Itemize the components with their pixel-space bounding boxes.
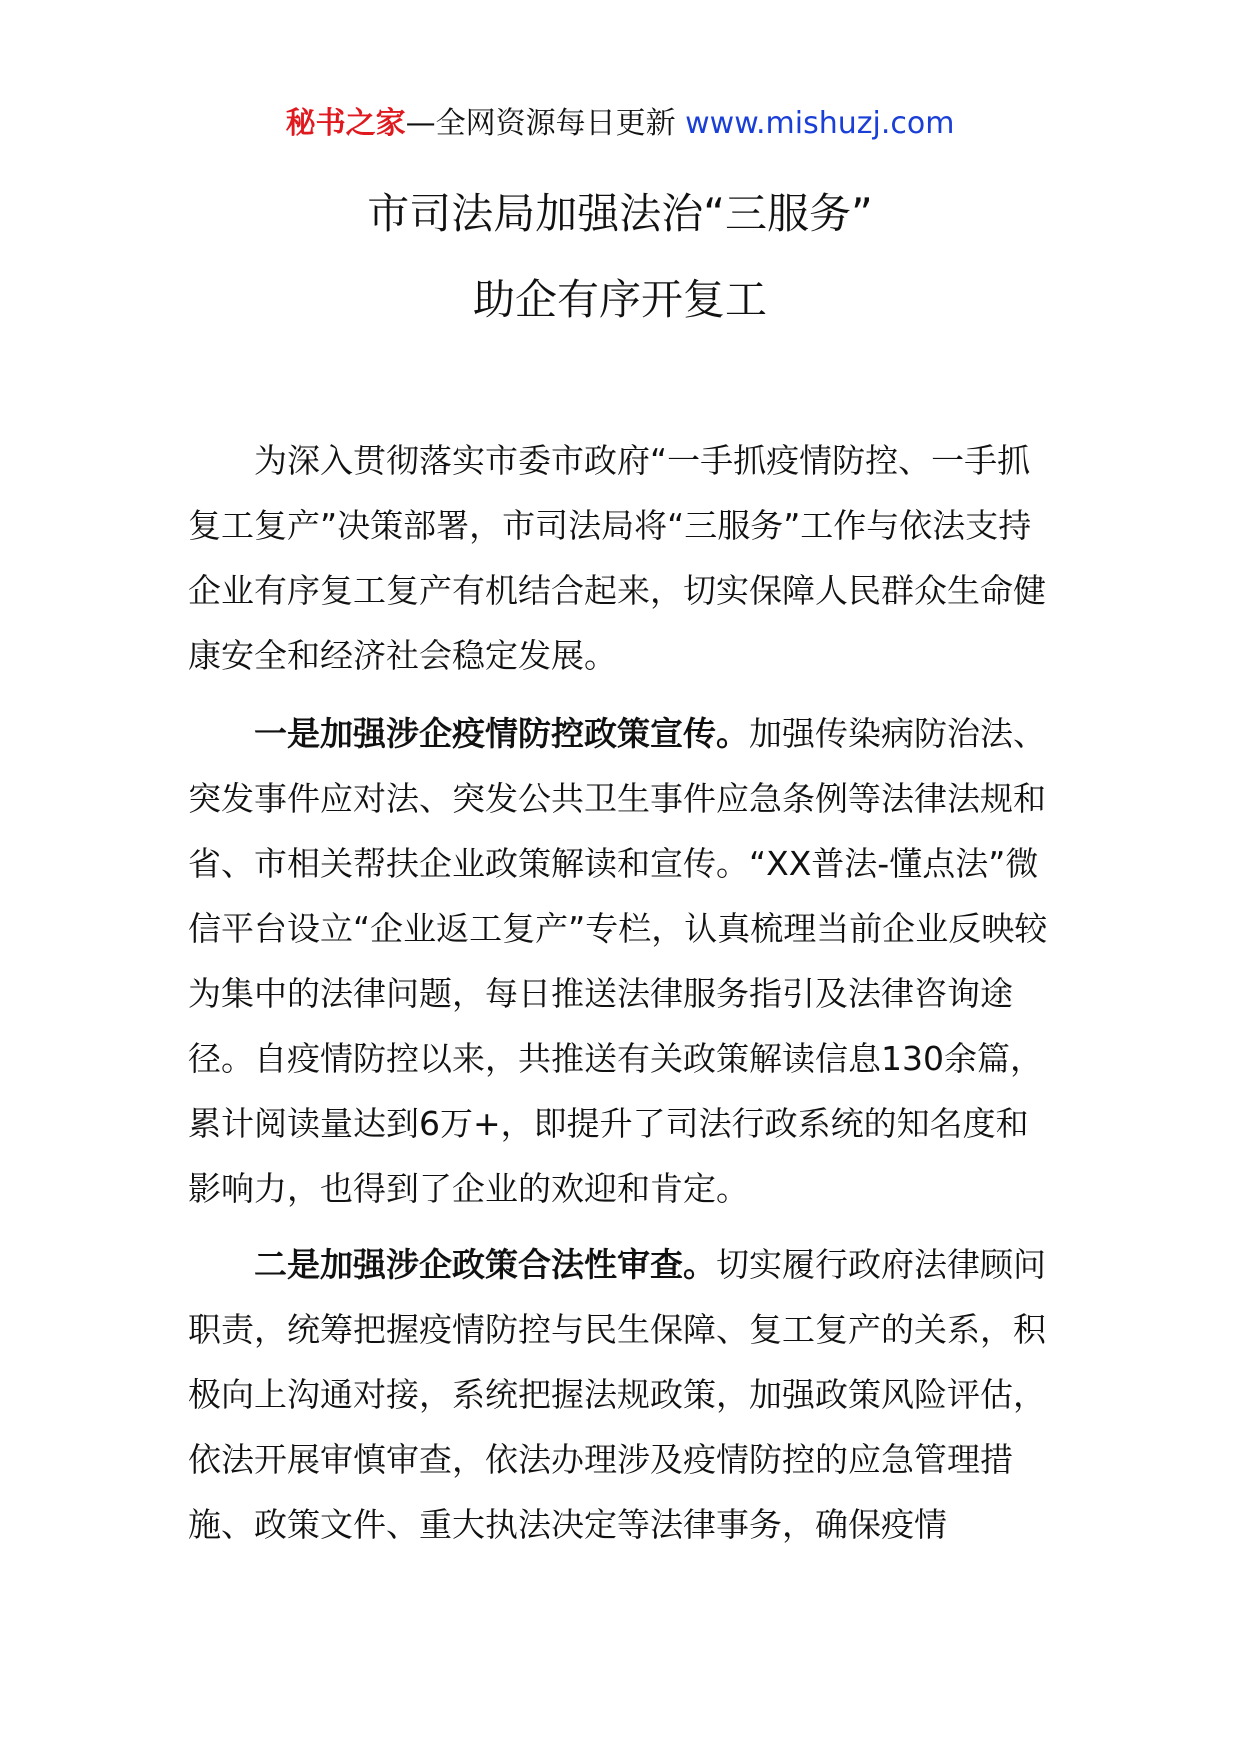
site-header — [0, 102, 1240, 146]
section-2-heading: 二是加强涉企政策合法性审查。 — [254, 1245, 716, 1284]
document-title-line-1: 市司法局加强法治“三服务” — [367, 189, 873, 238]
site-name: 秘书之家 — [285, 106, 406, 141]
section-1-text: 加强传染病防治法、突发事件应对法、突发公共卫生事件应急条例等法律法规和省、市相关帮扶企业政策解读和宣传。“XX普法-懂点法”微信平台设立“企业返工复产”专栏，认真梳理当前企业反映较为集中的法律问题，每日推送法律服务指引及法律咨询途径。自疫情防控以来，共推送有关政策解读信息130余篇，累计阅读量达到6万+，即提升了司法行政系统的知名度和影响力，也得到了企业的欢迎和肯定。 — [188, 714, 1048, 1208]
site-slogan: —全网资源每日更新 — [405, 106, 686, 141]
section-1-heading: 一是加强涉企疫情防控政策宣传。 — [254, 714, 749, 753]
section-2-paragraph — [188, 1232, 1058, 1557]
site-url-link[interactable]: www.mishuzj.com — [685, 106, 955, 141]
document-title-line-2: 助企有序开复工 — [472, 275, 767, 324]
intro-text: 为深入贯彻落实市委市政府“一手抓疫情防控、一手抓复工复产”决策部署，市司法局将“三服务”工作与依法支持企业有序复工复产有机结合起来，切实保障人民群众生命健康安全和经济社会稳定发展。 — [188, 441, 1046, 675]
section-1-paragraph — [188, 701, 1058, 1221]
section-2-text: 切实履行政府法律顾问职责，统筹把握疫情防控与民生保障、复工复产的关系，积极向上沟通对接，系统把握法规政策，加强政策风险评估，依法开展审慎审查，依法办理涉及疫情防控的应急管理措施、政策文件、重大执法决定等法律事务，确保疫情 — [188, 1245, 1046, 1544]
intro-paragraph — [188, 428, 1058, 688]
